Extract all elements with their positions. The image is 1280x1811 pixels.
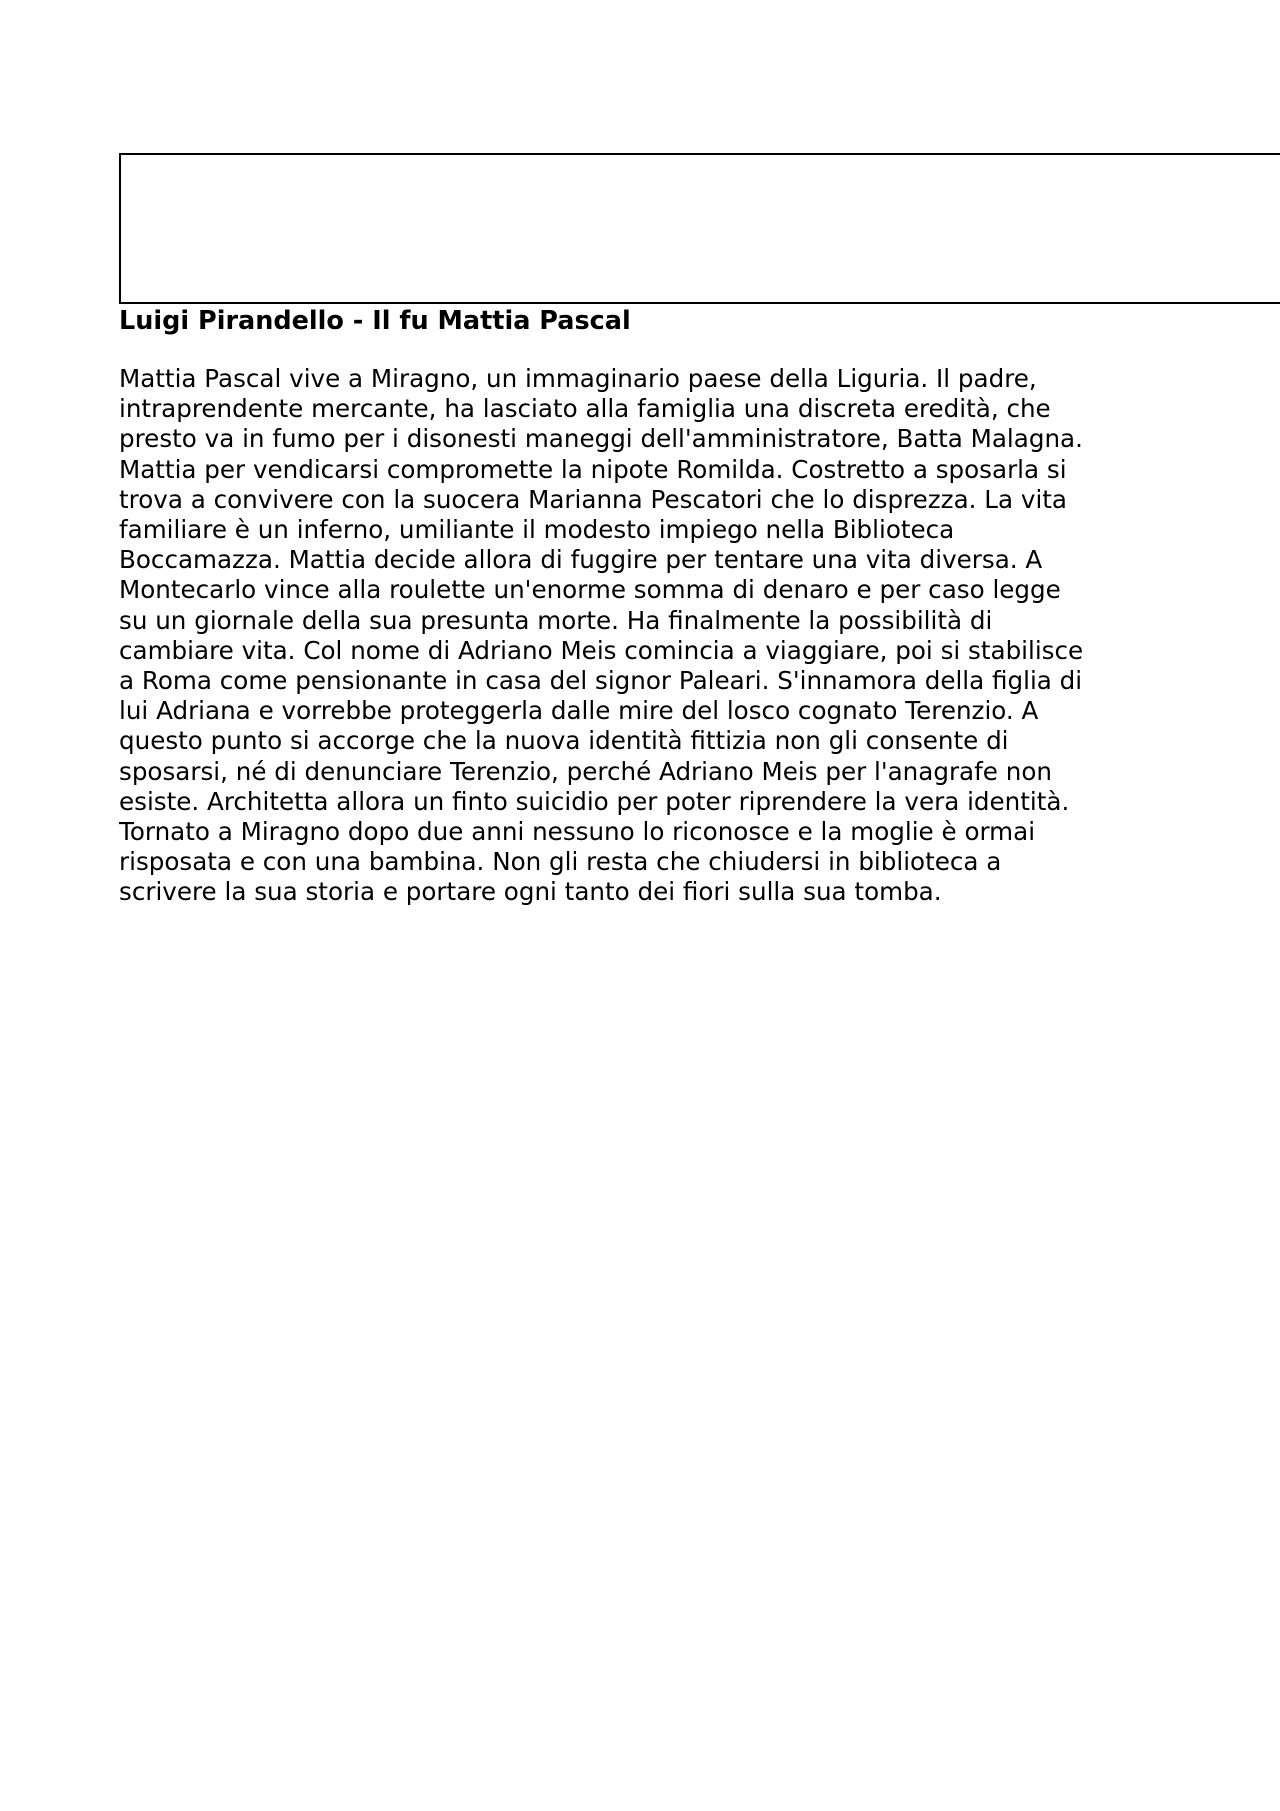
paragraph-line: questo punto si accorge che la nuova identità fittizia non gli consente di xyxy=(119,726,1009,756)
paragraph-line: familiare è un inferno, umiliante il modesto impiego nella Biblioteca xyxy=(119,515,955,545)
header-frame xyxy=(119,153,1280,304)
paragraph-line: risposata e con una bambina. Non gli resta che chiudersi in biblioteca a xyxy=(119,847,1002,877)
paragraph-line: lui Adriana e vorrebbe proteggerla dalle mire del losco cognato Terenzio. A xyxy=(119,696,1039,726)
paragraph-line: intraprendente mercante, ha lasciato alla famiglia una discreta eredità, che xyxy=(119,394,1051,424)
summary-paragraph xyxy=(119,364,1199,908)
paragraph-line: sposarsi, né di denunciare Terenzio, perché Adriano Meis per l'anagrafe non xyxy=(119,756,1052,786)
paragraph-line: Tornato a Miragno dopo due anni nessuno lo riconosce e la moglie è ormai xyxy=(119,817,1036,847)
document-title: Luigi Pirandello - Il fu Mattia Pascal xyxy=(119,306,631,336)
paragraph-line: Mattia per vendicarsi compromette la nipote Romilda. Costretto a sposarla si xyxy=(119,454,1067,484)
paragraph-line: presto va in fumo per i disonesti maneggi dell'amministratore, Batta Malagna. xyxy=(119,424,1083,454)
paragraph-line: a Roma come pensionante in casa del signor Paleari. S'innamora della figlia di xyxy=(119,666,1083,696)
paragraph-line: scrivere la sua storia e portare ogni tanto dei fiori sulla sua tomba. xyxy=(119,877,942,907)
paragraph-line: esiste. Architetta allora un finto suicidio per poter riprendere la vera identità. xyxy=(119,786,1070,816)
paragraph-line: trova a convivere con la suocera Marianna Pescatori che lo disprezza. La vita xyxy=(119,484,1067,514)
paragraph-line: Montecarlo vince alla roulette un'enorme somma di denaro e per caso legge xyxy=(119,575,1061,605)
paragraph-line: Boccamazza. Mattia decide allora di fuggire per tentare una vita diversa. A xyxy=(119,545,1043,575)
paragraph-line: Mattia Pascal vive a Miragno, un immaginario paese della Liguria. Il padre, xyxy=(119,364,1037,393)
paragraph-line: cambiare vita. Col nome di Adriano Meis comincia a viaggiare, poi si stabilisce xyxy=(119,635,1084,665)
paragraph-line: su un giornale della sua presunta morte. Ha finalmente la possibilità di xyxy=(119,605,993,635)
